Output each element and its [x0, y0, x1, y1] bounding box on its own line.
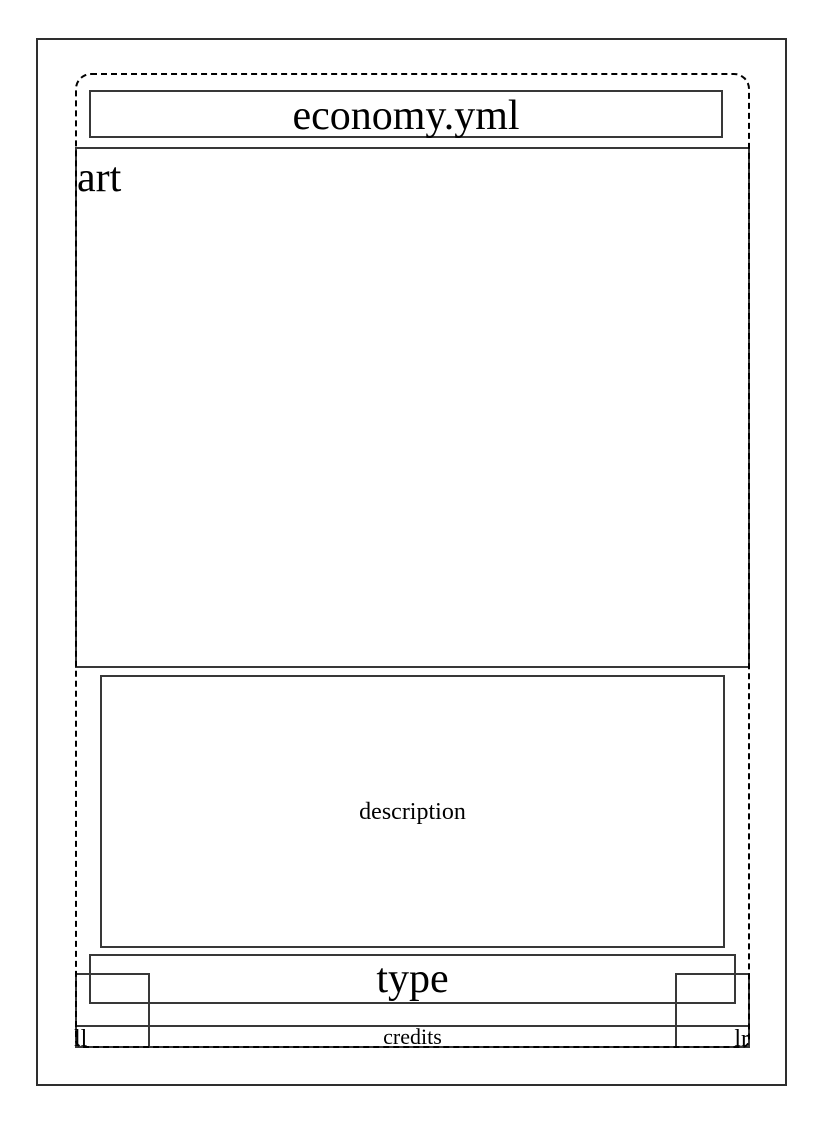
title-label: economy.yml — [292, 93, 520, 139]
title-box — [89, 90, 723, 138]
type-label: type — [376, 956, 449, 1002]
type-box — [89, 954, 736, 1004]
lower-right-label: lr — [734, 1026, 749, 1052]
credits-label: credits — [383, 1023, 442, 1049]
art-label: art — [77, 155, 122, 201]
credits-bar — [75, 1025, 750, 1048]
lower-left-label: ll — [74, 1026, 88, 1052]
description-label: description — [359, 798, 466, 825]
description-box — [100, 675, 725, 948]
art-box — [75, 147, 750, 668]
